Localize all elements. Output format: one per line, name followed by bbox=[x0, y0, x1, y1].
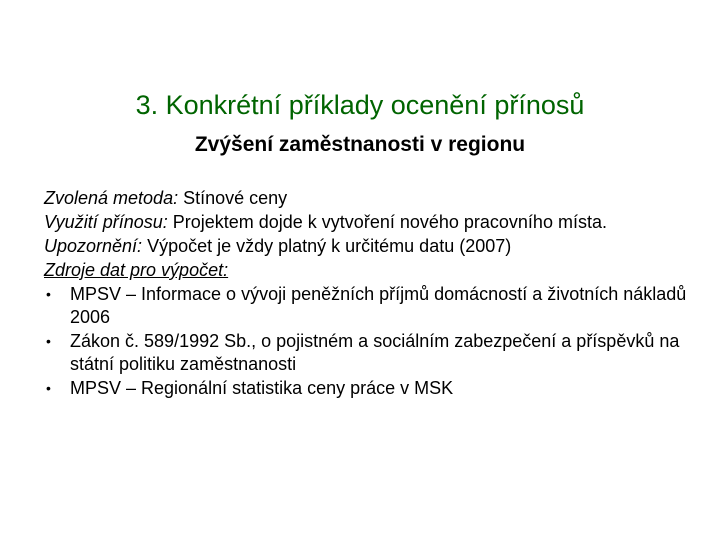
slide-body bbox=[44, 187, 694, 401]
warning-label: Upozornění: bbox=[44, 236, 143, 256]
benefit-text: Projektem dojde k vytvoření nového pracovního místa. bbox=[167, 212, 607, 232]
sources-heading bbox=[44, 259, 694, 282]
source-text: MPSV – Informace o vývoji peněžních příjmů domácností a životních nákladů 2006 bbox=[70, 284, 687, 327]
method-text: Stínové ceny bbox=[178, 188, 288, 208]
sources-list bbox=[44, 283, 694, 400]
bullet-icon: • bbox=[46, 333, 51, 349]
source-text: MPSV – Regionální statistika ceny práce v MSK bbox=[70, 378, 454, 398]
method-label: Zvolená metoda: bbox=[44, 188, 179, 208]
source-text: Zákon č. 589/1992 Sb., o pojistném a sociálním zabezpečení a příspěvků na státní politiku zaměstnanosti bbox=[70, 331, 680, 374]
slide-subtitle: Zvýšení zaměstnanosti v regionu bbox=[194, 133, 526, 156]
bullet-icon: • bbox=[46, 380, 51, 396]
warning-text: Výpočet je vždy platný k určitému datu (2007) bbox=[142, 236, 512, 256]
list-item bbox=[44, 283, 694, 329]
sources-label: Zdroje dat pro výpočet: bbox=[44, 260, 229, 280]
method-paragraph bbox=[44, 187, 694, 210]
list-item bbox=[44, 330, 694, 376]
bullet-icon: • bbox=[46, 286, 51, 302]
benefit-paragraph bbox=[44, 211, 694, 234]
slide-title: 3. Konkrétní příklady ocenění přínosů bbox=[135, 90, 585, 120]
list-item bbox=[44, 377, 694, 400]
warning-paragraph bbox=[44, 235, 694, 258]
benefit-label: Využití přínosu: bbox=[44, 212, 168, 232]
